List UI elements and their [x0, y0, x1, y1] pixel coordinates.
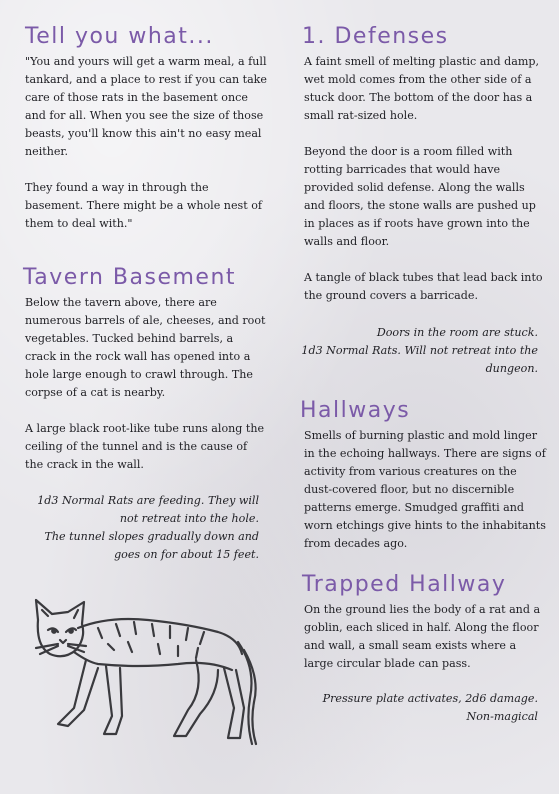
- defenses-paragraph-1: A faint smell of melting plastic and damp, wet mold comes from the other side of a stuck door. The bottom of the door has a small rat-sized hole.: [304, 55, 540, 122]
- trapped-note: Pressure plate activates, 2d6 damage. Non-magical: [322, 692, 538, 723]
- cat-illustration-icon: [28, 598, 260, 748]
- trapped-paragraph: On the ground lies the body of a rat and a goblin, each sliced in half. Along the floor and wall, a small seam exists where a large circular blade can pass.: [304, 603, 541, 670]
- hallways-paragraph: Smells of burning plastic and mold linger in the echoing hallways. There are signs of activity from various creatures on the dust-covered floor, but no discernible patterns emerge. Smudged graffiti and worn etchings give hints to the inhabitants from decades ago.: [304, 429, 546, 550]
- defenses-paragraph-3: A tangle of black tubes that lead back into the ground covers a barricade.: [304, 271, 543, 302]
- intro-paragraph-2: They found a way in through the basement. There might be a whole nest of them to deal with.": [25, 181, 262, 230]
- heading-hallways: Hallways: [300, 398, 411, 423]
- basement-note-2: The tunnel slopes gradually down and goes on for about 15 feet.: [44, 530, 259, 561]
- defenses-note-1: Doors in the room are stuck.: [376, 326, 538, 339]
- basement-paragraph-2: A large black root-like tube runs along the ceiling of the tunnel and is the cause of the crack in the wall.: [25, 422, 265, 471]
- heading-trapped-hallway: Trapped Hallway: [302, 572, 507, 597]
- heading-intro: Tell you what...: [25, 24, 214, 49]
- basement-note-1: 1d3 Normal Rats are feeding. They will not retreat into the hole.: [37, 494, 259, 525]
- basement-paragraph-1: Below the tavern above, there are numerous barrels of ale, cheeses, and root vegetables. Tucked behind barrels, a crack in the rock wall has opened into a hole large enough to crawl through. The corpse of a cat is nearby.: [25, 296, 266, 399]
- defenses-note-2: 1d3 Normal Rats. Will not retreat into the dungeon.: [301, 344, 538, 375]
- defenses-paragraph-2: Beyond the door is a room filled with rotting barricades that would have provided solid defense. Along the walls and floors, the stone walls are pushed up in places as if roots have grown into the walls and floor.: [304, 145, 536, 248]
- intro-paragraph-1: "You and yours will get a warm meal, a full tankard, and a place to rest if you can take care of those rats in the basement once and for all. When you see the size of those beasts, you'll know this ain't no easy meal neither.: [25, 55, 267, 158]
- heading-tavern-basement: Tavern Basement: [23, 265, 237, 290]
- heading-defenses: 1. Defenses: [302, 24, 449, 49]
